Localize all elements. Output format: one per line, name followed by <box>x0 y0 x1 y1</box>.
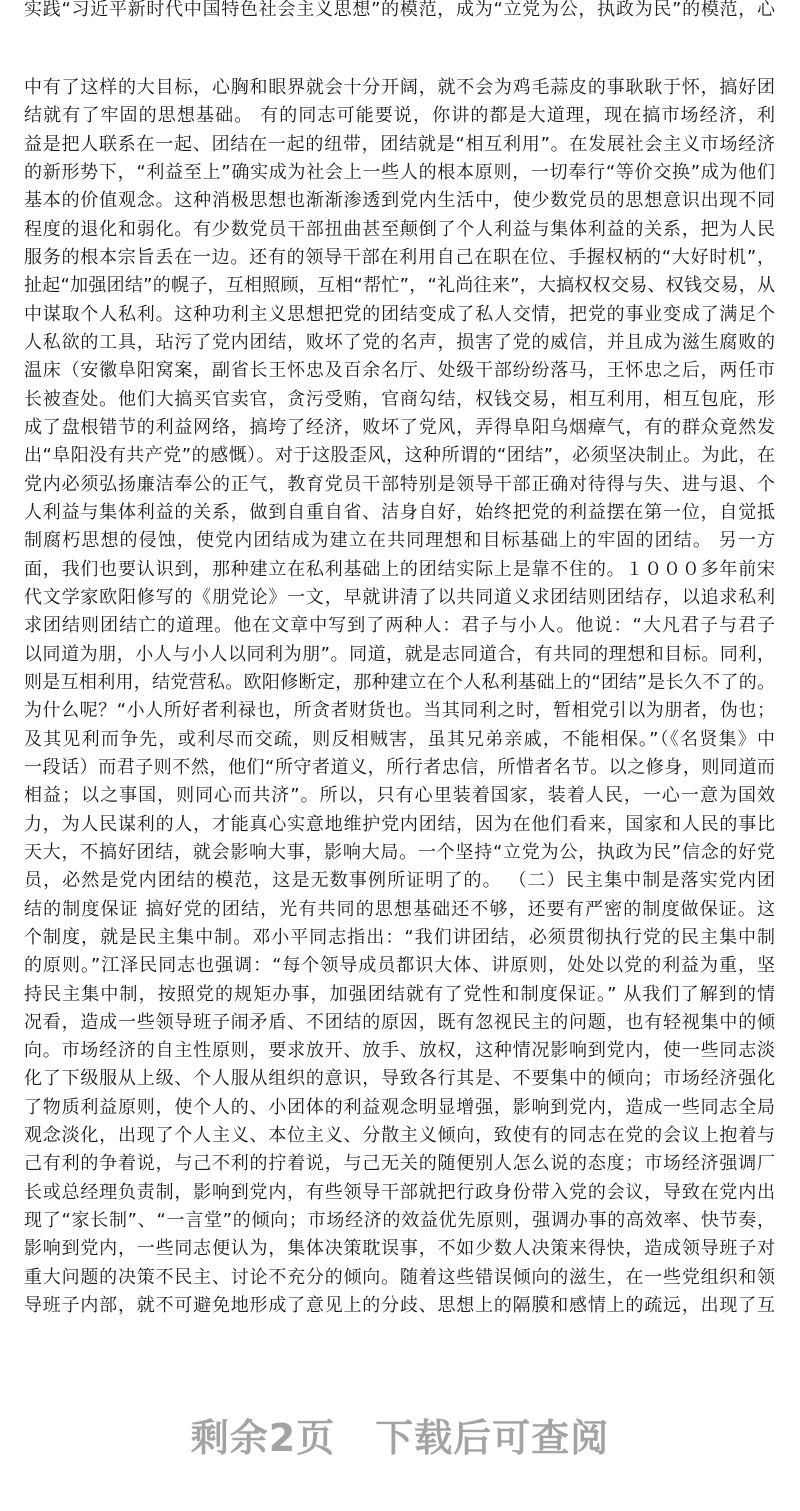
document-text-line: 温床（安徽阜阳窝案，副省长王怀忠及百余名厅、处级干部纷纷落马，王怀忠之后，两任市 <box>24 360 775 382</box>
document-text-line: 长或总经理负责制，影响到党内，有些领导干部就把行政身份带入党的会议，导致在党内出 <box>24 1181 775 1203</box>
document-text-line: 员，必然是党内团结的模范，这是无数事例所证明了的。 （二）民主集中制是落实党内团 <box>24 870 775 892</box>
document-text-line: 基本的价值观念。这种消极思想也渐渐渗透到党内生活中，使少数党员的思想意识出现不同 <box>24 190 775 212</box>
document-text-line: 益是把人联系在一起、团结在一起的纽带，团结就是“相互利用”。在发展社会主义市场经济 <box>24 133 775 155</box>
document-text-line: 的新形势下，“利益至上”确实成为社会上一些人的根本原则，一切奉行“等价交换”成为他们 <box>24 161 775 183</box>
download-prompt[interactable] <box>0 1407 800 1462</box>
document-text-line: 结就有了牢固的思想基础。 有的同志可能要说，你讲的都是大道理，现在搞市场经济，利 <box>24 105 775 127</box>
document-text-line: 制腐朽思想的侵蚀，使党内团结成为建立在共同理想和目标基础上的牢固的团结。 另一方 <box>24 530 775 552</box>
document-text-line: 一段话）而君子则不然，他们“所守者道义，所行者忠信，所惜者名节。以之修身，则同道而 <box>24 756 775 778</box>
document-text-line: 了物质利益原则，使个人的、小团体的利益观念明显增强，影响到党内，造成一些同志全局 <box>24 1096 775 1118</box>
document-text-line: 及其见利而争先，或利尽而交疏，则反相贼害，虽其兄弟亲戚，不能相保。”（《名贤集》中 <box>24 728 775 750</box>
document-text-line: 观念淡化，出现了个人主义、本位主义、分散主义倾向，致使有的同志在党的会议上抱着与 <box>24 1125 775 1147</box>
document-text-line: 求团结则团结亡的道理。他在文章中写到了两种人：君子与小人。他说：“大凡君子与君子 <box>24 615 775 637</box>
document-text-line: 成了盘根错节的利益网络，搞垮了经济，败坏了党风，弄得阜阳乌烟瘴气，有的群众竟然发 <box>24 416 775 438</box>
document-text-line: 化了下级服从上级、个人服从组织的意识，导致各行其是、不要集中的倾向；市场经济强化 <box>24 1068 775 1090</box>
document-text-line: 己有利的争着说，与己不利的拧着说，与己无关的随便别人怎么说的态度；市场经济强调厂 <box>24 1153 775 1175</box>
document-text-line: 中有了这样的大目标，心胸和眼界就会十分开阔，就不会为鸡毛蒜皮的事耿耿于怀，搞好团 <box>24 77 775 98</box>
document-text-line: 为什么呢？“小人所好者利禄也，所贪者财货也。当其同利之时，暂相党引以为朋者，伪也； <box>24 700 775 722</box>
document-text-line: 面，我们也要认识到，那种建立在私利基础上的团结实际上是靠不住的。１０００多年前宋 <box>24 558 775 580</box>
document-text-line: 长被查处。他们大搞买官卖官，贪污受贿，官商勾结，权钱交易，相互利用，相互包庇，形 <box>24 388 775 410</box>
document-text-line: 相益；以之事国，则同心而共济”。所以，只有心里装着国家，装着人民，一心一意为国效 <box>24 785 775 807</box>
document-text-line: 党内必须弘扬廉洁奉公的正气，教育党员干部特别是领导干部正确对待得与失、进与退、个 <box>24 473 775 495</box>
document-text-line: 程度的退化和弱化。有少数党员干部扭曲甚至颠倒了个人利益与集体利益的关系，把为人民 <box>24 218 775 240</box>
document-text-line: 实践“习近平新时代中国特色社会主义思想”的模范，成为“立党为公，执政为民”的模范，心 <box>24 0 775 20</box>
document-text-line: 重大问题的决策不民主、讨论不充分的倾向。随着这些错误倾向的滋生，在一些党组织和领 <box>24 1266 775 1288</box>
document-text-line: 个制度，就是民主集中制。邓小平同志指出：“我们讲团结，必须贯彻执行党的民主集中制 <box>24 926 775 948</box>
document-text-line: 中谋取个人私利。这种功利主义思想把党的团结变成了私人交情，把党的事业变成了满足个 <box>24 303 775 325</box>
document-text-line: 代文学家欧阳修写的《朋党论》一文，早就讲清了以共同道义求团结则团结存，以追求私利 <box>24 586 775 608</box>
download-hint-label[interactable]: 下载后可查阅 <box>375 1416 610 1460</box>
document-text-line: 服务的根本宗旨丢在一边。还有的领导干部在利用自己在职在位、手握权柄的“大好时机”， <box>24 246 775 268</box>
document-text-line: 天大，不搞好团结，就会影响大事，影响大局。一个坚持“立党为公，执政为民”信念的好党 <box>24 841 775 863</box>
document-text-line: 现了“家长制”、“一言堂”的倾向；市场经济的效益优先原则，强调办事的高效率、快节奏， <box>24 1210 775 1232</box>
document-text-line: 向。市场经济的自主性原则，要求放开、放手、放权，这种情况影响到党内，使一些同志淡 <box>24 1040 775 1062</box>
document-body <box>0 74 800 1320</box>
document-text-line: 结的制度保证 搞好党的团结，光有共同的思想基础还不够，还要有严密的制度做保证。这 <box>24 898 775 920</box>
document-text-line: 人私欲的工具，玷污了党内团结，败坏了党的名声，损害了党的威信，并且成为滋生腐败的 <box>24 331 775 353</box>
document-text-line: 力，为人民谋利的人，才能真心实意地维护党内团结，因为在他们看来，国家和人民的事比 <box>24 813 775 835</box>
document-text-line: 扯起“加强团结”的幌子，互相照顾，互相“帮忙”，“礼尚往来”，大搞权权交易、权钱交易，从 <box>24 275 775 297</box>
document-text-line: 出“阜阳没有共产党”的感慨）。对于这股歪风，这种所谓的“团结”，必须坚决制止。为此，在 <box>24 445 775 467</box>
document-text-line: 则是互相利用，结党营私。欧阳修断定，那种建立在个人私利基础上的“团结”是长久不了的。 <box>24 671 775 693</box>
remaining-pages-label: 剩余2页 <box>190 1416 336 1460</box>
document-text-line: 持民主集中制，按照党的规矩办事，加强团结就有了党性和制度保证。” 从我们了解到的情 <box>24 983 775 1005</box>
document-text-line: 影响到党内，一些同志便认为，集体决策耽误事，不如少数人决策来得快，造成领导班子对 <box>24 1238 775 1260</box>
document-text-line: 人利益与集体利益的关系，做到自重自省、洁身自好，始终把党的利益摆在第一位，自觉抵 <box>24 501 775 523</box>
document-text-line: 导班子内部，就不可避免地形成了意见上的分歧、思想上的隔膜和感情上的疏远，出现了互 <box>24 1295 775 1317</box>
document-text-line: 况看，造成一些领导班子闹矛盾、不团结的原因，既有忽视民主的问题，也有轻视集中的倾 <box>24 1011 775 1033</box>
document-text-line: 以同道为朋，小人与小人以同利为朋”。同道，就是志同道合，有共同的理想和目标。同利， <box>24 643 775 665</box>
document-text-line: 的原则。”江泽民同志也强调：“每个领导成员都识大体、讲原则，处处以党的利益为重，坚 <box>24 955 775 977</box>
